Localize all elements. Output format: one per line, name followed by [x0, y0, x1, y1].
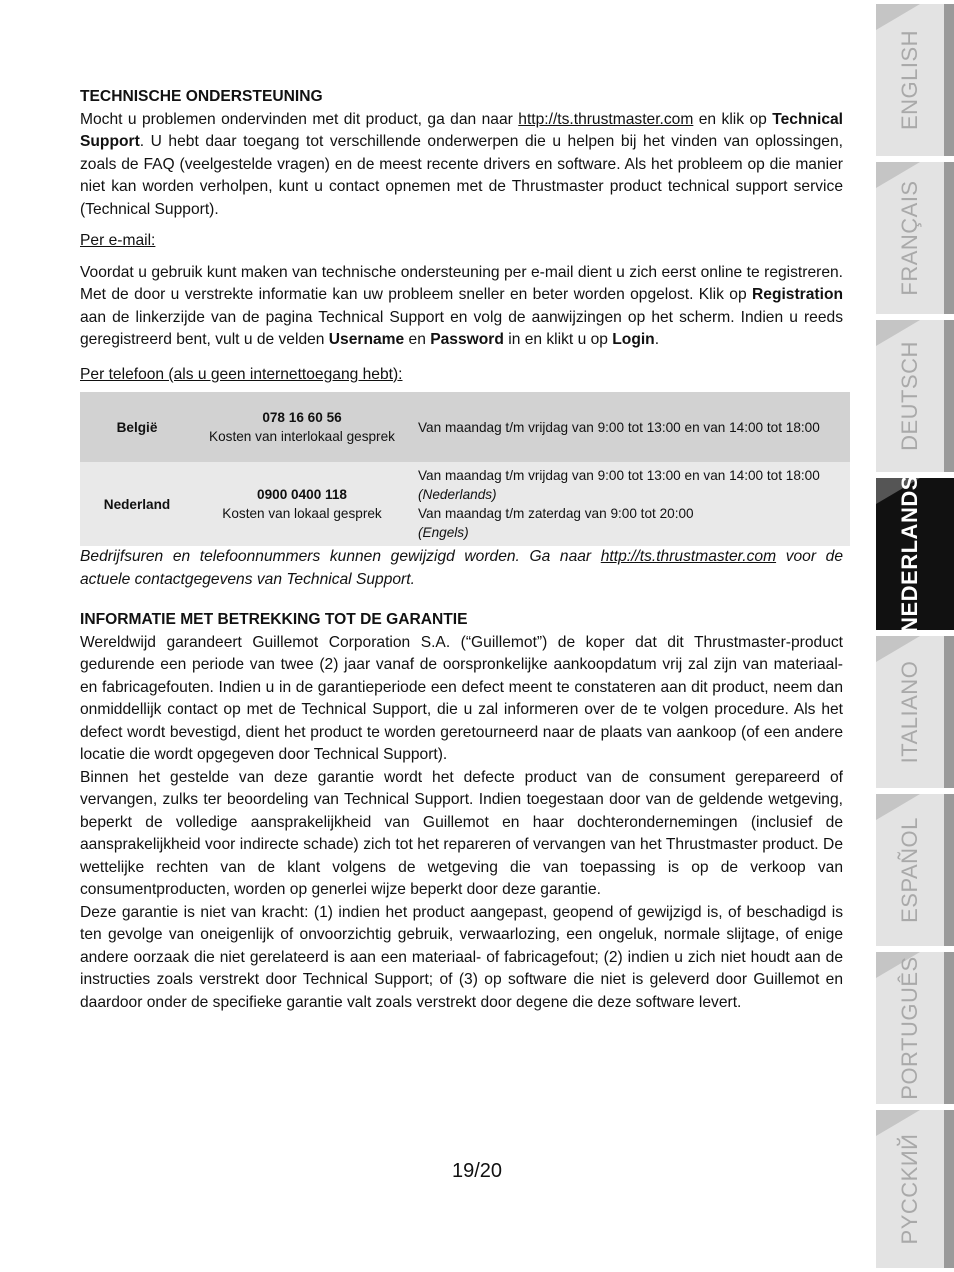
tab-italiano[interactable]	[876, 636, 954, 788]
tab-espanol[interactable]	[876, 794, 954, 946]
phone-label: Per telefoon (als u geen internettoegang hebt):	[80, 365, 403, 383]
intro-text: Mocht u problemen ondervinden met dit product, ga dan naar	[80, 110, 519, 128]
intro-text: en klik op	[693, 110, 773, 128]
warranty-paragraph: Binnen het gestelde van deze garantie wordt het defecte product van de consument gerepareerd of vervangen, zulks ter beoordeling van Technical Support. Indien toegestaan door van de geldende wetgeving, beperkt de volledige aansprakelijkheid van Guillemot en haar dochterondernemingen (inclusief de aansprakelijkheid voor indirecte schade) zich tot het repareren of vervangen van het Thrustmaster product. De wettelijke rechten van de klant volgens de wetgeving die van toepassing is op de verkoop van consumentproducten, worden op generlei wijze beperkt door deze garantie.	[80, 768, 843, 898]
phone-cell	[194, 462, 410, 546]
hours-language: (Nederlands)	[418, 487, 497, 502]
call-cost: Kosten van lokaal gesprek	[222, 506, 382, 521]
table-row	[80, 392, 850, 462]
tab-portugues[interactable]	[876, 952, 954, 1104]
support-link[interactable]: http://ts.thrustmaster.com	[518, 110, 694, 128]
country-cell: Nederland	[80, 462, 194, 546]
tab-francais[interactable]	[876, 162, 954, 314]
email-label: Per e-mail:	[80, 232, 156, 249]
hours-language: (Engels)	[418, 525, 469, 540]
opening-hours: Van maandag t/m vrijdag van 9:00 tot 13:00 en van 14:00 tot 18:00	[418, 419, 820, 435]
tab-russian[interactable]	[876, 1110, 954, 1268]
tab-nederlands[interactable]	[876, 475, 954, 633]
email-text: .	[654, 331, 660, 348]
tab-label: PYCCKИЙ	[897, 1133, 922, 1245]
table-row	[80, 462, 850, 546]
warranty-paragraph: Wereldwijd garandeert Guillemot Corporation S.A. (“Guillemot”) de koper dat dit Thrustmaster-product gedurende een periode van twee (2) jaar vanaf de oorspronkelijke aankoopdatum vrij zal zijn van materiaal- en fabricagefouten. Indien u in de garantieperiode een defect meent te constateren aan dit product, neem dan onmiddellijk contact op met de Technical Support, die u zal informeren over de te volgen procedure. Als het defect wordt bevestigd, dient het product te worden geretourneerd naar de plaats van aankoop (of een andere locatie die wordt opgegeven door Technical Support).	[80, 633, 843, 763]
country-cell: België	[80, 392, 194, 462]
tab-label: NEDERLANDS	[897, 475, 922, 633]
email-bold: Registration	[752, 286, 843, 303]
phone-number: 078 16 60 56	[262, 410, 342, 425]
intro-text: . U hebt daar toegang tot verschillende onderwerpen die u helpen bij het vinden van oplossingen, zoals de FAQ (veelgestelde vragen) en de meest recente drivers en software. Als het probleem op die manier niet kan worden verholpen, kunt u contact opnemen met de Thrustmaster product technical support service (Technical Support).	[80, 133, 843, 218]
email-bold: Password	[430, 331, 504, 348]
email-text: en	[404, 331, 431, 348]
note-text: Bedrijfsuren en telefoonnummers kunnen gewijzigd worden. Ga naar	[80, 548, 601, 565]
email-paragraph	[80, 262, 843, 352]
support-intro	[80, 109, 843, 222]
tab-label: ITALIANO	[897, 660, 922, 764]
call-cost: Kosten van interlokaal gesprek	[209, 429, 395, 444]
tab-english[interactable]	[876, 4, 954, 156]
tab-label: ESPAÑOL	[897, 817, 922, 923]
opening-hours: Van maandag t/m zaterdag van 9:00 tot 20:00	[418, 506, 694, 521]
phone-number: 0900 0400 118	[257, 487, 347, 502]
opening-hours: Van maandag t/m vrijdag van 9:00 tot 13:00 en van 14:00 tot 18:00	[418, 468, 820, 483]
hours-cell	[410, 392, 850, 462]
support-heading: TECHNISCHE ONDERSTEUNING	[80, 88, 323, 105]
email-text: Voordat u gebruik kunt maken van technische ondersteuning per e-mail dient u zich eerst online te registreren. Met de door u verstrekte informatie kan uw probleem sneller en beter worden opgelost. Klik op	[80, 263, 843, 303]
email-bold: Username	[328, 331, 405, 348]
hours-note	[80, 546, 843, 591]
tab-label: DEUTSCH	[897, 341, 922, 451]
hours-cell	[410, 462, 850, 546]
tab-label: ENGLISH	[897, 29, 922, 131]
language-tabs	[876, 4, 954, 1268]
email-bold: Login	[612, 331, 655, 348]
email-text: in en klikt u op	[503, 331, 613, 348]
support-link[interactable]: http://ts.thrustmaster.com	[600, 548, 777, 565]
tab-deutsch[interactable]	[876, 320, 954, 472]
warranty-paragraph: Deze garantie is niet van kracht: (1) indien het product aangepast, geopend of gewijzigd is, of beschadigd is ten gevolge van oneigenlijk of onvoorzichtig gebruik, verwaarlozing, een ongeluk, normale slijtage, of enige andere oorzaak die niet gerelateerd is aan een materiaal- of fabricagefout; (2) indien u zich niet houdt aan de instructies zoals verstrekt door Technical Support; of (3) op software die niet is geleverd door Guillemot en daardoor onder de specifieke garantie valt zoals verstrekt door degene die deze software levert.	[80, 903, 843, 1011]
page-number: 19/20	[451, 1160, 503, 1182]
page-content	[80, 86, 843, 1014]
intro-bold: Technical Support	[80, 110, 844, 150]
phone-table	[80, 392, 850, 546]
tab-label: PORTUGUÊS	[897, 956, 922, 1100]
email-text: aan de linkerzijde van de pagina Technical Support en volg de aanwijzingen op het scherm. Indien u reeds geregistreerd bent, vult u de velden	[80, 308, 843, 348]
warranty-heading: INFORMATIE MET BETREKKING TOT DE GARANTIE	[80, 611, 468, 628]
phone-cell	[194, 392, 410, 462]
note-text: voor de actuele contactgegevens van Technical Support.	[80, 548, 843, 588]
tab-label: FRANÇAIS	[897, 180, 922, 296]
